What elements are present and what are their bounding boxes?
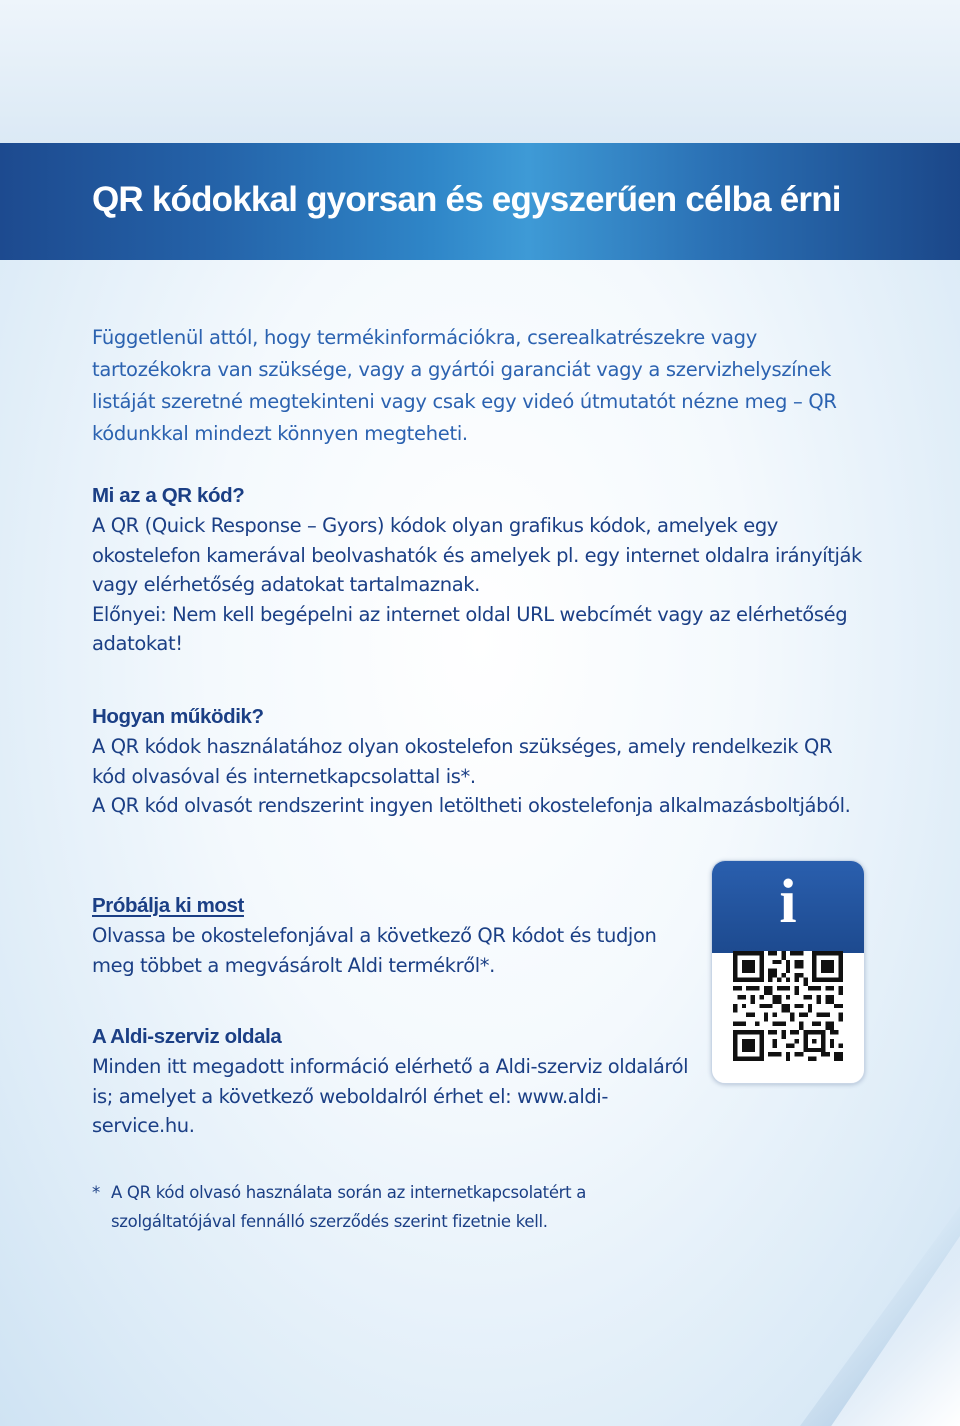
- section-paragraph: A QR kódok használatához olyan okostelefon szükséges, amely rendelkezik QR kód olvasóval és internetkapcsolattal is*.: [92, 735, 833, 788]
- section-heading: Hogyan működik?: [92, 705, 264, 728]
- section-heading: Próbálja ki most: [92, 894, 244, 917]
- qr-code-icon[interactable]: [733, 951, 843, 1061]
- intro-paragraph: Függetlenül attól, hogy termékinformációkra, cserealkatrészekre vagy tartozékokra van szüksége, vagy a gyártói garanciát vagy a szervizhelyszínek listáját szeretné megtekinteni vagy csak egy videó útmutatót nézne meg – QR kódunkkal mindezt könnyen megteheti.: [92, 326, 837, 445]
- page-title: QR kódokkal gyorsan és egyszerűen célba érni: [92, 180, 841, 219]
- section-paragraph: A QR (Quick Response – Gyors) kódok olyan grafikus kódok, amelyek egy okostelefon kamerával beolvashatók és amelyek pl. egy internet oldalra irányítják vagy elérhetőség adatokat tartalmaznak.: [92, 514, 862, 596]
- section-paragraph: Előnyei: Nem kell begépelni az internet oldal URL webcímét vagy az elérhetőség adatokat!: [92, 602, 848, 655]
- top-background: [0, 0, 960, 145]
- section-how-it-works: [92, 702, 862, 821]
- qr-info-card: [711, 860, 865, 1084]
- title-banner: [0, 143, 960, 260]
- section-what-is-qr: [92, 481, 862, 659]
- footnote: [92, 1178, 692, 1236]
- info-card-header: [712, 861, 864, 953]
- section-heading: Mi az a QR kód?: [92, 484, 245, 507]
- intro-text: [92, 322, 882, 450]
- footnote-marker: *: [92, 1183, 100, 1202]
- info-icon: i: [779, 868, 797, 936]
- section-try-now: [92, 891, 692, 980]
- section-heading: A Aldi-szerviz oldala: [92, 1025, 282, 1048]
- section-paragraph: A QR kód olvasót rendszerint ingyen letöltheti okostelefonja alkalmazásboltjából.: [92, 794, 851, 817]
- section-aldi-service: [92, 1022, 692, 1141]
- section-paragraph: Minden itt megadott információ elérhető a Aldi-szerviz oldaláról is; amelyet a következő weboldalról érhet el: www.aldi-service.hu.: [92, 1055, 689, 1137]
- footnote-text: A QR kód olvasó használata során az internetkapcsolatért a szolgáltatójával fennálló szerződés szerint fizetnie kell.: [111, 1183, 587, 1231]
- section-paragraph: Olvassa be okostelefonjával a következő QR kódot és tudjon meg többet a megvásárolt Aldi termékről*.: [92, 924, 657, 977]
